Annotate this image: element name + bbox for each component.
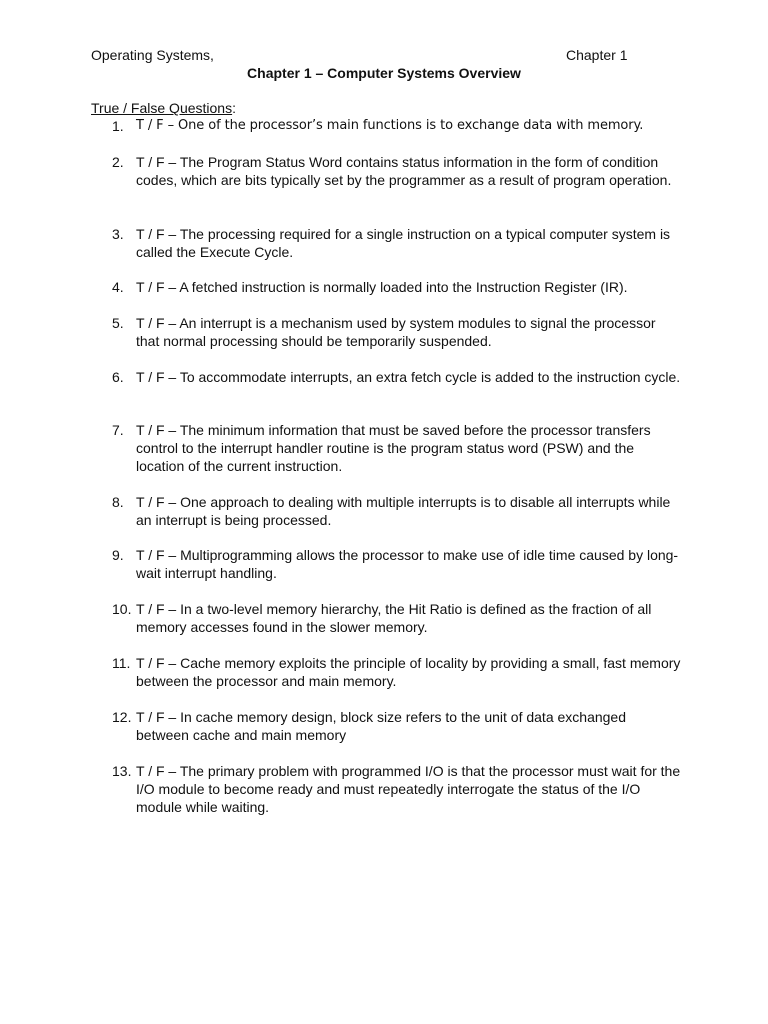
question-number: 5. [112,315,124,331]
question-number: 8. [112,494,124,510]
question-item [112,278,682,296]
question-item [112,708,682,744]
question-number: 13. [112,763,132,779]
question-text: T / F – A fetched instruction is normally loaded into the Instruction Register (IR). [136,279,628,295]
question-text: T / F – The primary problem with programmed I/O is that the processor must wait for the I/O module to become ready and must repeatedly interrogate the status of the I/O module while waiting. [136,763,681,815]
question-number: 11. [112,655,131,671]
question-text: T / F – The Program Status Word contains status information in the form of condition codes, which are bits typically set by the programmer as a result of program operation. [136,154,672,188]
question-item [112,314,682,350]
question-item [112,368,682,386]
page-title: Chapter 1 – Computer Systems Overview [247,65,521,81]
question-number: 10. [112,601,132,617]
question-item [112,117,682,135]
question-item [112,493,682,529]
section-heading-suffix: : [232,100,236,116]
question-text: T / F – The minimum information that must be saved before the processor transfers control to the interrupt handler routine is the program status word (PSW) and the location of the current instruction. [136,422,651,474]
question-item [112,600,682,636]
question-text: T / F – One approach to dealing with multiple interrupts is to disable all interrupts while an interrupt is being processed. [136,494,671,528]
header-chapter: Chapter 1 [566,47,628,63]
question-item [112,654,682,690]
section-heading-label: True / False Questions [91,100,233,116]
question-text: T / F – In cache memory design, block size refers to the unit of data exchanged between cache and main memory [136,709,626,743]
question-number: 9. [112,547,124,563]
question-item [112,421,682,475]
question-number: 6. [112,369,124,385]
question-number: 1. [112,118,124,134]
question-text: T / F – To accommodate interrupts, an extra fetch cycle is added to the instruction cycle. [136,369,681,385]
question-number: 2. [112,154,124,170]
question-text: T / F – In a two-level memory hierarchy, the Hit Ratio is defined as the fraction of all memory accesses found in the slower memory. [136,601,652,635]
question-text: T / F – Cache memory exploits the principle of locality by providing a small, fast memory between the processor and main memory. [136,655,681,689]
question-item [112,225,682,261]
question-item [112,546,682,582]
question-item [112,762,682,816]
question-text: T / F – One of the processor’s main functions is to exchange data with memory. [136,118,644,133]
question-number: 12. [112,709,132,725]
question-text: T / F – An interrupt is a mechanism used by system modules to signal the processor that normal processing should be temporarily suspended. [136,315,656,349]
header-course: Operating Systems, [91,47,214,63]
question-number: 7. [112,422,124,438]
question-number: 4. [112,279,124,295]
question-text: T / F – The processing required for a single instruction on a typical computer system is called the Execute Cycle. [136,226,671,260]
question-number: 3. [112,226,124,242]
question-text: T / F – Multiprogramming allows the processor to make use of idle time caused by long-wait interrupt handling. [136,547,679,581]
section-heading [91,99,236,117]
question-item [112,153,682,189]
